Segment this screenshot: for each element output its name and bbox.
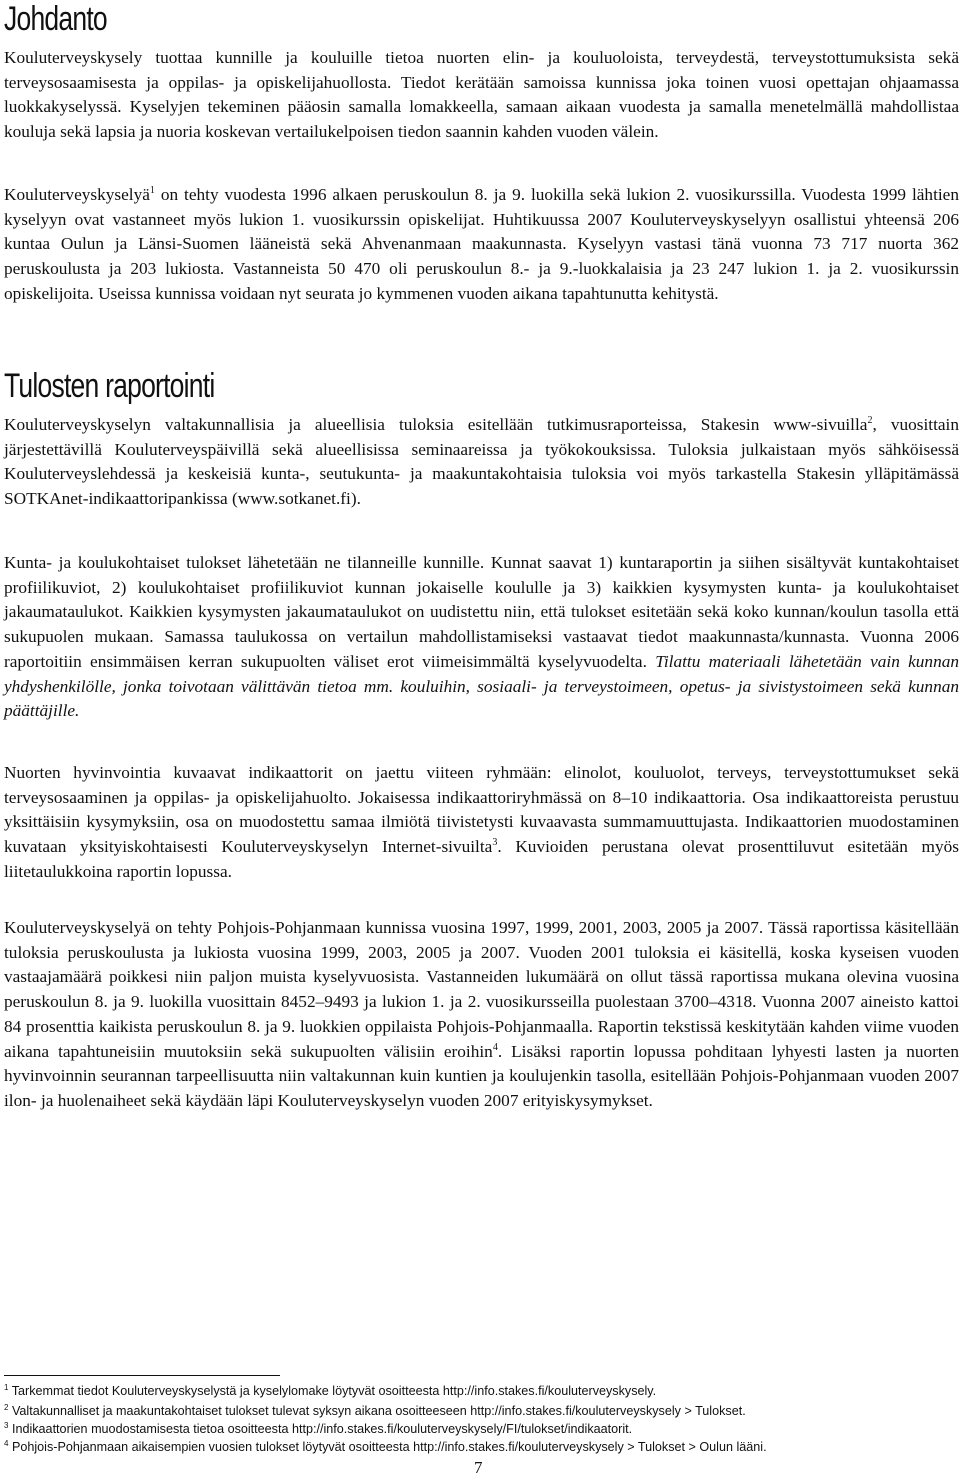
reporting-paragraph-2 — [4, 551, 959, 724]
paragraph-text: Kouluterveyskyselyä on tehty Pohjois-Pohjanmaan kunnissa vuosina 1997, 1999, 2001, 2003, 2005 ja 2007. Tässä raportissa käsitellään tuloksia peruskoulusta ja lukiosta vuosina 1999, 2003, 2005 ja 2007. Vuoden 2001 tuloksia ei käsitellä, koska kyseisen vuoden vastaajamäärä poikkesi niin paljon muista kyselyvuosista. Vastanneiden lukumäärä on ollut tässä raportissa mukana olevina vuosina peruskoulun 8. ja 9. luokilla vuosittain 8452–9493 ja lukion 1. ja 2. vuosikursseilla puolestaan 3700–4318. Vuonna 2007 aineisto kattoi 84 prosenttia kaikista peruskoulun 8. ja 9. luokkien oppilaista Pohjois-Pohjanmaalla. Raportin tekstissä keskitytään kahden viime vuoden aikana tapahtuneisiin muutoksiin sekä sukupuolten välisiin eroihin — [4, 918, 959, 1061]
reporting-paragraph-1 — [4, 413, 959, 512]
footnote-ref-2[interactable]: 2 — [867, 415, 873, 427]
paragraph-text: Kouluterveyskyselyä — [4, 185, 150, 204]
italic-note: Tilattu materiaali lähetetään vain kunnan yhdyshenkilölle, jonka toivotaan välittävän tietoa mm. kouluihin, sosiaali- ja terveystoimeen, opetus- ja sivistystoimeen sekä kunnan päättäjille. — [4, 651, 959, 721]
intro-paragraph-2 — [4, 183, 959, 307]
footnote-ref-4[interactable]: 4 — [492, 1041, 498, 1053]
footnote-ref-3[interactable]: 3 — [492, 837, 498, 849]
footnote-ref-1[interactable]: 1 — [149, 185, 155, 197]
paragraph-text: . Kuvioiden perustana olevat prosenttiluvut esitetään myös liitetaulukkoina raportin lopussa. — [4, 837, 959, 881]
paragraph-text: Kouluterveyskyselyn valtakunnallisia ja alueellisia tuloksia esitellään tutkimusraporteissa, Stakesin www-sivuilla — [4, 415, 868, 434]
paragraph-text: on tehty vuodesta 1996 alkaen peruskoulun 8. ja 9. luokilla sekä lukion 2. vuosikurssilla. Vuodesta 1999 lähtien kyselyyn ovat vastanneet myös lukion 1. vuosikurssin opiskelijat. Huhtikuussa 2007 Kouluterveyskyselyyn osallistui yhteensä 206 kuntaa Oulun ja Länsi-Suomen lääneistä sekä Ahvenanmaan maakunnasta. Kyselyyn vastasi tänä vuonna 73 717 nuorta 362 peruskoulusta ja 203 lukiosta. Vastanneista 50 470 oli peruskoulun 8.- ja 9.-luokkalaisia ja 23 247 lukion 1. ja 2. vuosikurssin opiskelijoita. Useissa kunnissa voidaan nyt seurata jo kymmenen vuoden aikana tapahtunutta kehitystä. — [4, 185, 959, 303]
footnote-text[interactable]: Pohjois-Pohjanmaan aikaisempien vuosien tulokset löytyvät osoitteesta http://info.stakes.fi/kouluterveyskysely > Tulokset > Oulun lääni. — [11, 1440, 767, 1454]
section-heading-tulosten-raportointi: Tulosten raportointi — [4, 367, 215, 405]
paragraph-text: , vuosittain järjestettävillä Kouluterveyspäivillä sekä alueellisissa seminaareissa ja työkokouksissa. Tuloksia julkaistaan myös sähköisessä Kouluterveyslehdessä ja keskeisiä kunta-, seutukunta- ja maakuntakohtaisia tuloksia voi myös tarkastella Stakesin ylläpitämässä SOTKAnet-indikaattoripankissa (www.sotkanet.fi). — [4, 415, 959, 509]
footnote-2 — [4, 1404, 959, 1418]
footnote-1 — [4, 1384, 959, 1398]
footnote-text[interactable]: Valtakunnalliset ja maakuntakohtaiset tulokset tulevat syksyn aikana osoitteeseen http://info.stakes.fi/kouluterveyskysely > Tulokset. — [11, 1404, 746, 1418]
footnote-text[interactable]: Indikaattorien muodostamisesta tietoa osoitteesta http://info.stakes.fi/kouluterveyskysely/FI/tulokset/indikaatorit. — [11, 1422, 633, 1436]
footnote-4 — [4, 1440, 959, 1454]
footnote-3 — [4, 1422, 959, 1436]
footnote-number: 3 — [4, 1420, 9, 1430]
page-number: 7 — [474, 1458, 483, 1477]
footnote-number: 2 — [4, 1402, 9, 1412]
reporting-paragraph-3 — [4, 761, 959, 885]
paragraph-text: Kunta- ja koulukohtaiset tulokset lähetetään ne tilanneille kunnille. Kunnat saavat 1) kuntaraportin ja siihen sisältyvät kuntakohtaiset profiilikuviot, 2) koulukohtaiset profiilikuviot kunnan jokaiselle koululle ja 3) kaikkien kysymysten kunta- ja koulukohtaiset jakaumataulukot. Kaikkien kysymysten jakaumataulukot on uudistettu niin, että tulokset esitetään sekä koko kunnan/koulun tasolla että sukupuolen mukaan. Samassa taulukossa on vertailun mahdollistamiseksi vastaavat tiedot maakunnasta/kunnasta. Vuonna 2006 raportoitiin ensimmäisen kerran sukupuolten väliset erot viimeisimmältä kyselyvuodelta. — [4, 553, 959, 671]
paragraph-text: Kouluterveyskysely tuottaa kunnille ja kouluille tietoa nuorten elin- ja kouluoloista, terveydestä, terveystottumuksista sekä terveysosaamisesta ja oppilas- ja opiskelijahuollosta. Tiedot kerätään samoissa kunnissa joka toinen vuosi opettajan ohjaamassa luokkakyselyssä. Kyselyjen tekeminen pääosin samalla lomakkeella, samaan aikaan vuodesta ja samalla menetelmällä mahdollistaa kouluja sekä lapsia ja nuoria koskevan vertailukelpoisen tiedon saannin kahden vuoden välein. — [4, 48, 959, 142]
footnote-text[interactable]: Tarkemmat tiedot Kouluterveyskyselystä ja kyselylomake löytyvät osoitteesta http://info.stakes.fi/kouluterveyskysely. — [11, 1384, 657, 1398]
reporting-paragraph-4 — [4, 916, 959, 1114]
footnote-number: 1 — [4, 1382, 9, 1392]
paragraph-text: . Lisäksi raportin lopussa pohditaan lyhyesti lasten ja nuorten hyvinvoinnin seurannan tarpeellisuutta niin valtakunnan kuin kuntien ja koulujenkin tasolla, esitellään Pohjois-Pohjanmaan vuoden 2007 ilon- ja huolenaiheet sekä käydään läpi Kouluterveyskyselyn vuoden 2007 erityiskysymykset. — [4, 1041, 959, 1110]
footnote-number: 4 — [4, 1438, 9, 1448]
intro-paragraph-1 — [4, 46, 959, 145]
footnote-divider — [4, 1375, 280, 1376]
section-heading-johdanto: Johdanto — [4, 0, 107, 38]
paragraph-text: Nuorten hyvinvointia kuvaavat indikaattorit on jaettu viiteen ryhmään: elinolot, kouluolot, terveys, terveystottumukset sekä terveysosaaminen ja oppilas- ja opiskelijahuolto. Jokaisessa indikaattoriryhmässä on 8–10 indikaattoria. Osa indikaattoreista perustuu yksittäisiin kysymyksiin, osa on muodostettu samaa ilmiötä tiivistetysti kuvaavasta summamuuttujasta. Indikaattorien muodostaminen kuvataan yksityiskohtaisesti Kouluterveyskyselyn Internet-sivuilta — [4, 763, 959, 857]
